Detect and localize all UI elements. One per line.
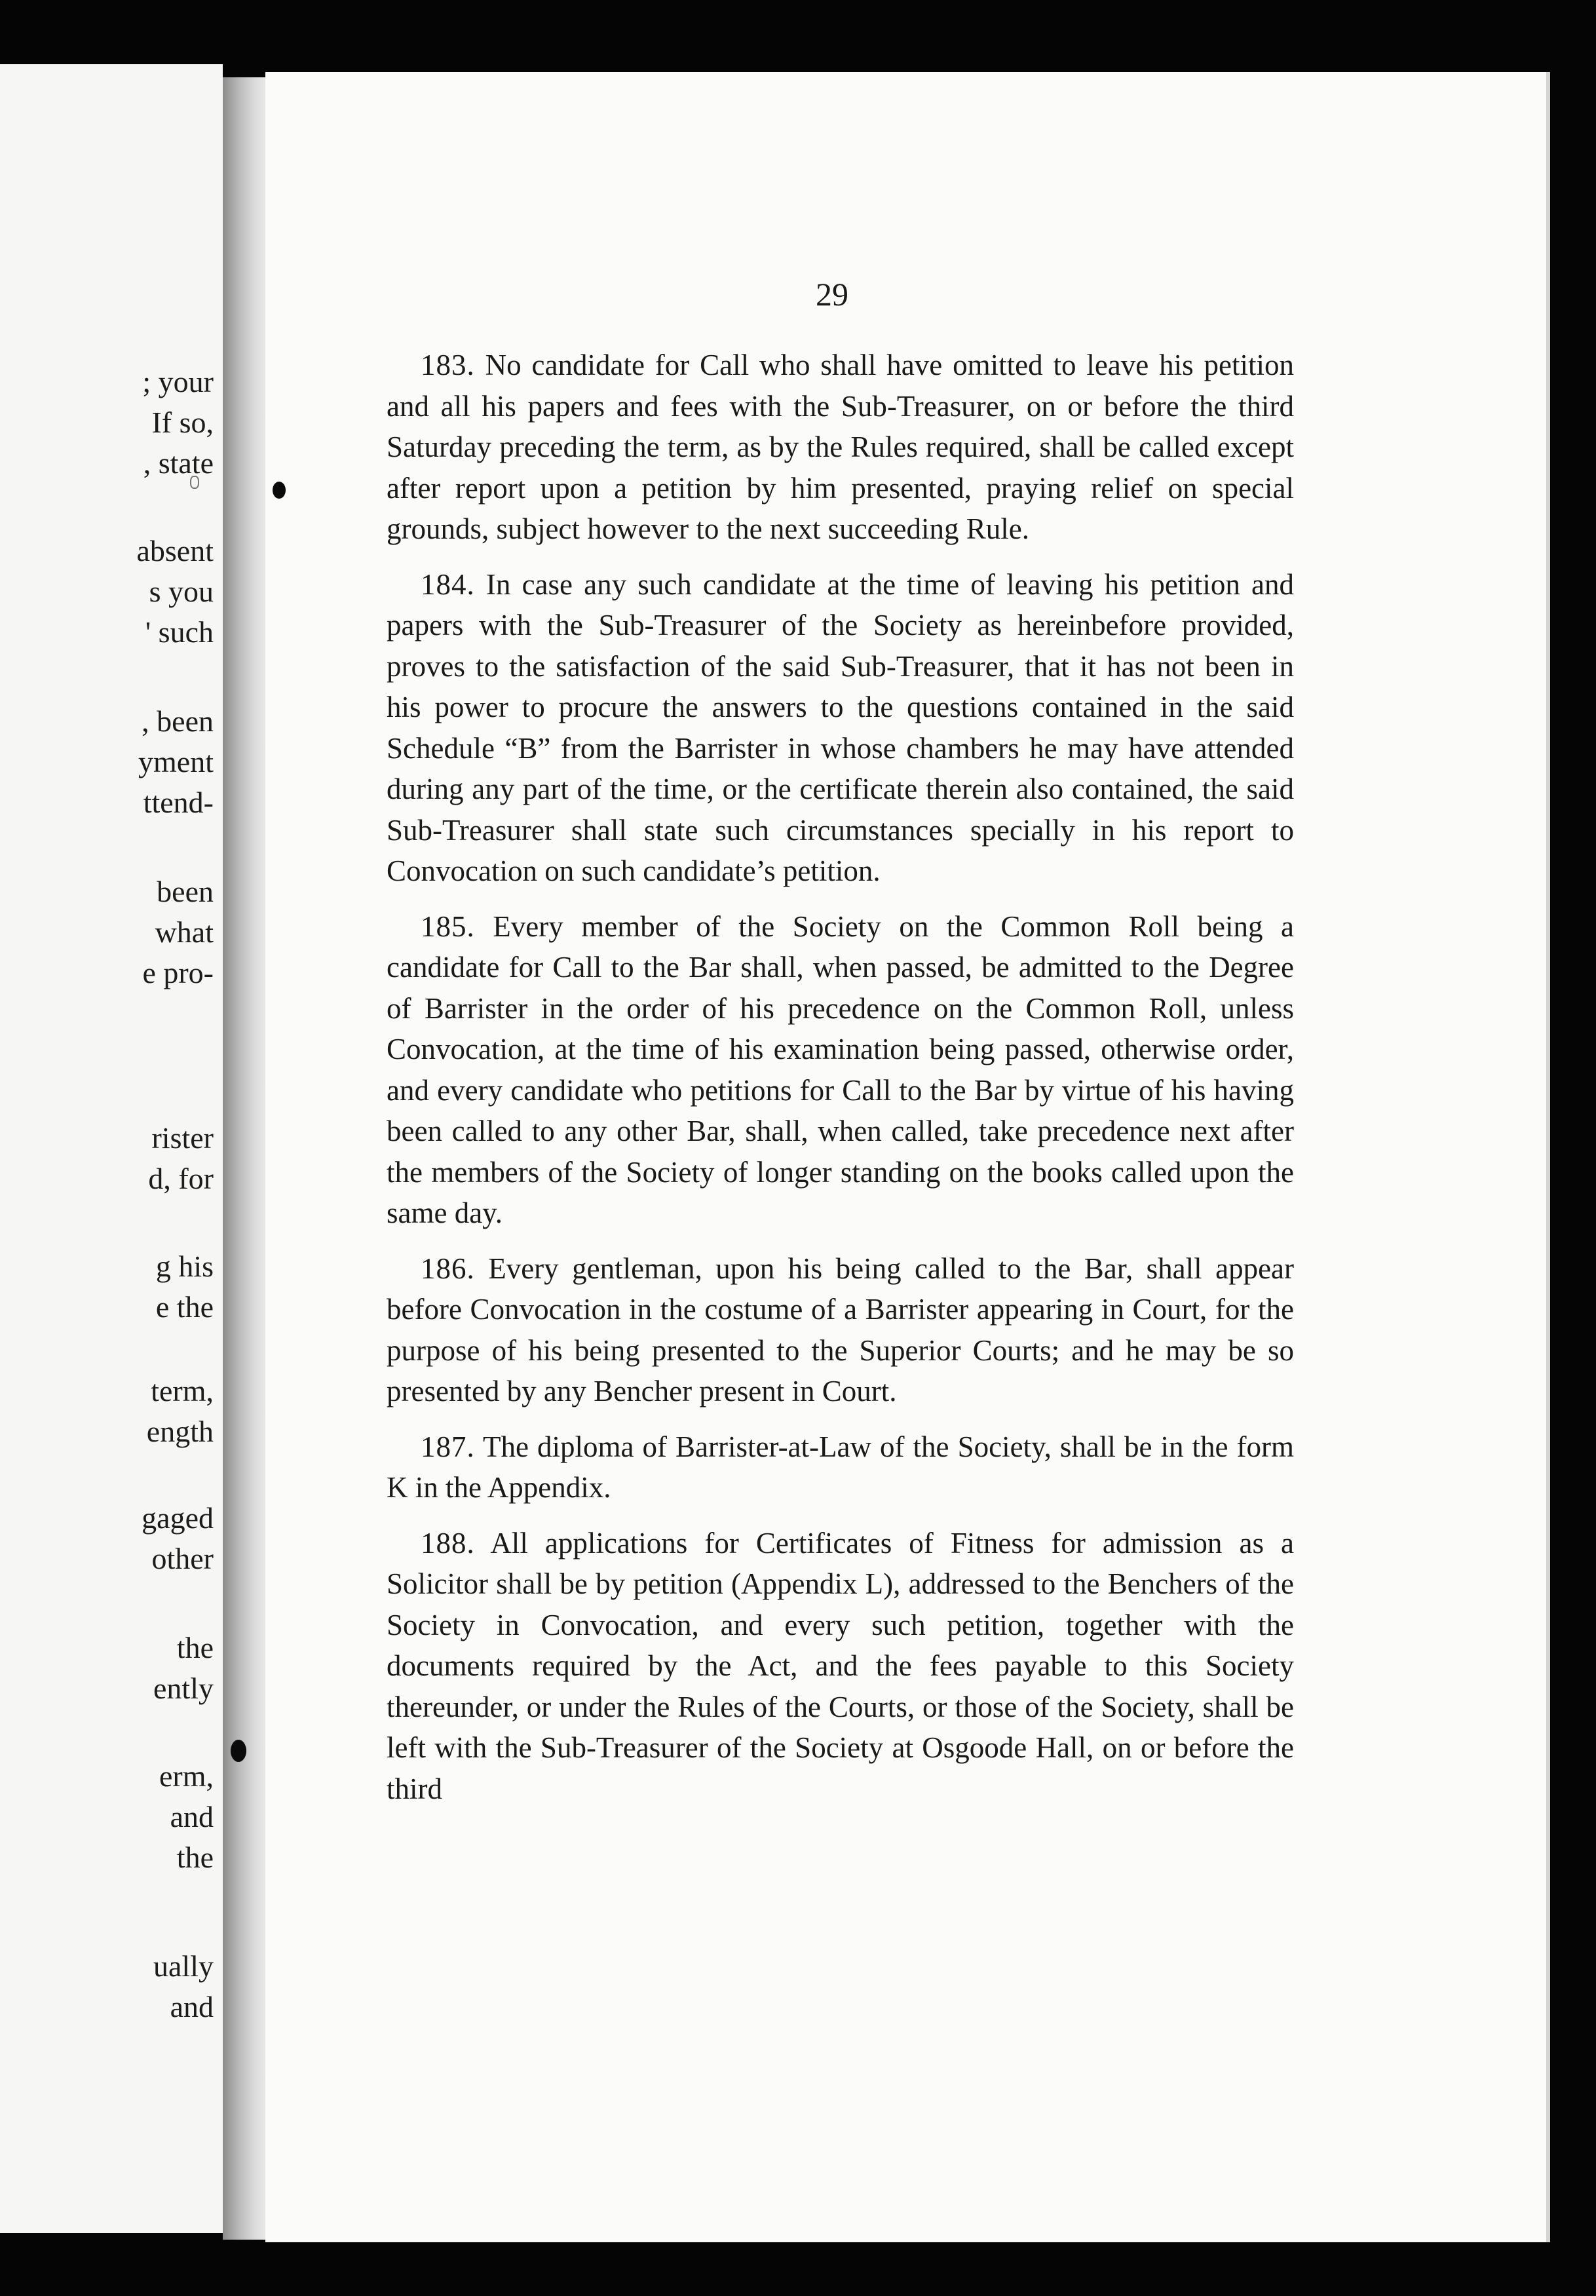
paper-speck [190,476,199,489]
paragraph-186 [387,1248,1294,1412]
left-line: , been [142,704,214,738]
left-line: ; your [142,365,214,398]
rule-number: 184. [421,567,475,601]
left-line: ttend- [143,786,214,819]
left-line: e pro- [142,956,214,989]
rule-number: 183. [421,349,475,381]
body-text [387,345,1294,1824]
left-line: what [155,915,214,949]
left-line: yment [138,745,214,778]
left-line: g his [155,1250,214,1283]
rule-number: 185. [421,909,475,943]
left-line: the [176,1631,214,1664]
left-line: the [176,1841,214,1874]
rule-number: 186. [421,1252,475,1285]
left-line: gaged [142,1501,214,1535]
rule-number: 188. [421,1526,475,1559]
left-line: s you [149,575,214,608]
left-line: term, [151,1374,214,1407]
previous-page-fragment [0,64,223,2233]
left-line: ually [153,1949,214,1983]
binding-hole [273,482,286,499]
left-line: If so, [151,406,214,439]
rule-number: 187. [421,1430,475,1463]
left-line: d, for [148,1162,214,1195]
left-line: and [170,1800,214,1833]
left-line: ength [146,1415,214,1448]
page-number: 29 [816,276,848,313]
rule-text: All applications for Certificates of Fitness for admission as a Solicitor shall be by petition (Appendix L), addressed to the Benchers of the Society in Convocation, and every such petition, together with the documents required by the Act, and the fees payable to this Society thereunder, or under the Rules of the Courts, or those of the Society, shall be left with the Sub-Treasurer of the Society at Osgoode Hall, on or before the third [387,1526,1294,1805]
binding-hole [231,1740,246,1762]
paragraph-185 [387,906,1294,1234]
left-line: erm, [159,1759,214,1793]
left-line: ' such [145,615,214,649]
paragraph-187 [387,1426,1294,1508]
binding-gutter [223,77,269,2240]
paragraph-188 [387,1523,1294,1810]
paragraph-183 [387,345,1294,550]
left-line: rister [151,1121,214,1155]
rule-text: Every member of the Society on the Common Roll being a candidate for Call to the Bar shall, when passed, be admitted to the Degree of Barrister in the order of his precedence on the Common Roll, unless Convocation, at the time of his examination being passed, otherwise order, and every candidate who petitions for Call to the Bar by virtue of his having been called to any other Bar, shall, when called, take precedence next after the members of the Society of longer standing on the books called upon the same day. [387,909,1294,1229]
rule-text: No candidate for Call who shall have omitted to leave his petition and all his papers and fees with the Sub-Treasurer, on or before the third Saturday preceding the term, as by the Rules required, shall be called except after report upon a petition by him presented, praying relief on special grounds, subject however to the next succeeding Rule. [387,349,1295,545]
left-line: been [157,875,214,908]
rule-text: In case any such candidate at the time of leaving his petition and papers with the Sub-Treasurer of the Society as hereinbefore provided, proves to the satisfaction of the said Sub-Treasurer, that it has not been in his power to procure the answers to the questions contained in the said Schedule “B” from the Barrister in whose chambers he may have attended during any part of the time, or the certificate therein also contained, the said Sub-Treasurer shall state such circumstances specially in his report to Convocation on such candidate’s petition. [387,567,1294,887]
left-line: ently [153,1672,214,1705]
left-line: and [170,1990,214,2023]
rule-text: The diploma of Barrister-at-Law of the Society, shall be in the form K in the Appendix. [387,1430,1295,1504]
left-line: , state [143,446,214,480]
left-line: e the [155,1290,214,1324]
paragraph-184 [387,564,1294,892]
left-line: other [151,1542,214,1575]
left-line: absent [136,534,214,567]
rule-text: Every gentleman, upon his being called to the Bar, shall appear before Convocation in the costume of a Barrister appearing in Court, for the purpose of his being presented to the Superior Courts; and he may be so presented by any Bencher present in Court. [387,1252,1294,1407]
